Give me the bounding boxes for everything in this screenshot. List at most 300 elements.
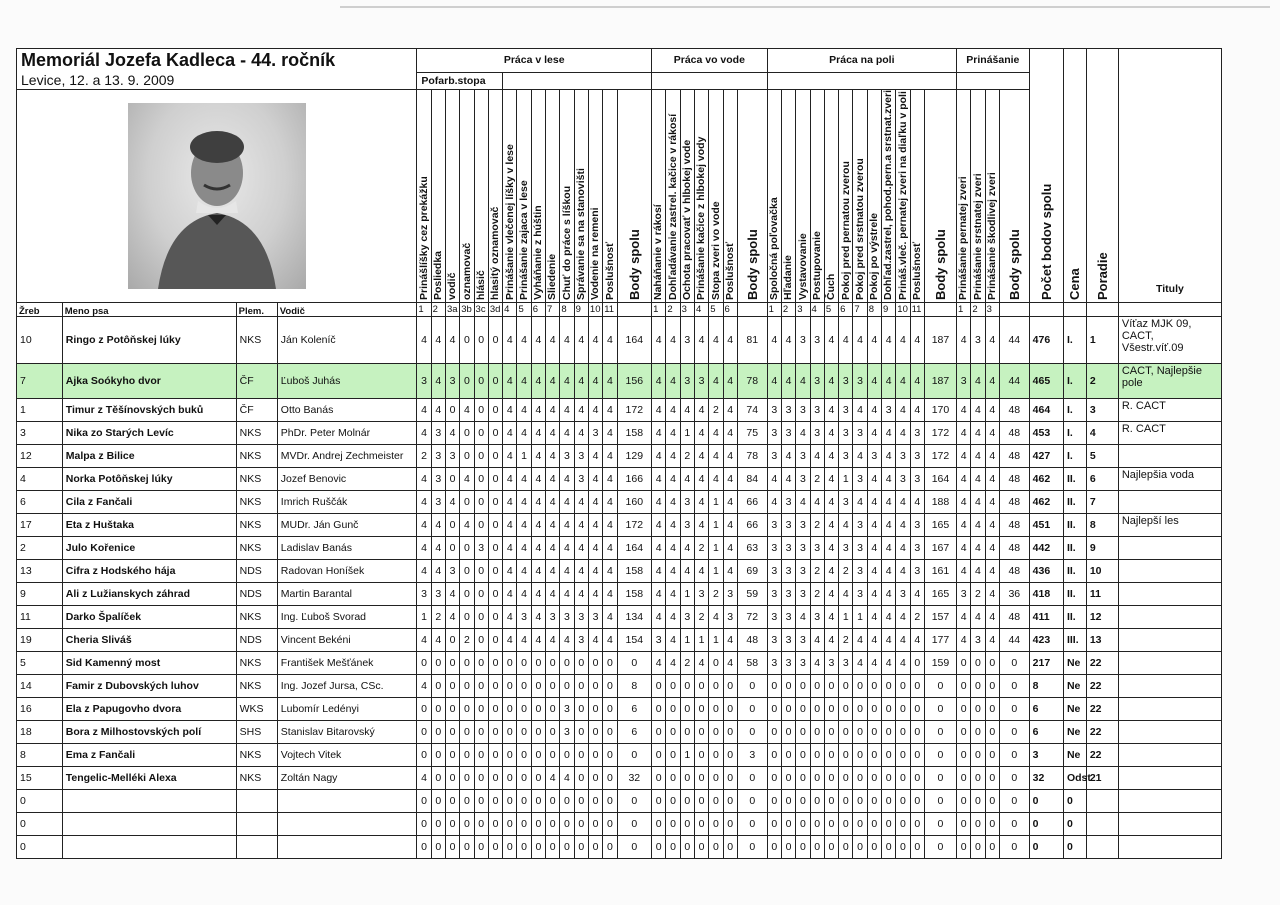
water-score: 4 xyxy=(694,317,708,364)
retr-score: 0 xyxy=(985,675,999,698)
forest-criterion-header xyxy=(445,90,459,303)
field-score: 165 xyxy=(924,514,956,537)
field-score: 4 xyxy=(853,652,867,675)
rank: 9 xyxy=(1086,537,1118,560)
field-score: 4 xyxy=(867,514,881,537)
retr-score: 0 xyxy=(957,813,971,836)
forest-score: 0 xyxy=(546,813,560,836)
table-row[interactable] xyxy=(17,399,1222,422)
forest-score: 0 xyxy=(488,537,502,560)
field-score: 0 xyxy=(896,767,910,790)
field-score: 0 xyxy=(781,721,795,744)
table-row[interactable] xyxy=(17,422,1222,445)
field-score: 4 xyxy=(810,445,824,468)
water-score: 2 xyxy=(709,399,723,422)
forest-code: 4 xyxy=(503,303,517,317)
table-row[interactable] xyxy=(17,491,1222,514)
table-row[interactable] xyxy=(17,652,1222,675)
table-row[interactable] xyxy=(17,317,1222,364)
draw-number: 0 xyxy=(17,813,63,836)
forest-score: 4 xyxy=(503,514,517,537)
forest-score: 4 xyxy=(560,629,574,652)
field-score: 3 xyxy=(839,537,853,560)
field-code: 4 xyxy=(810,303,824,317)
forest-score: 0 xyxy=(474,767,488,790)
table-row[interactable] xyxy=(17,744,1222,767)
field-code: 6 xyxy=(839,303,853,317)
water-score: 2 xyxy=(694,606,708,629)
breed: ČF xyxy=(236,399,277,422)
field-score: 3 xyxy=(781,606,795,629)
field-score: 4 xyxy=(824,537,838,560)
forest-score: 0 xyxy=(560,813,574,836)
forest-score: 4 xyxy=(531,399,545,422)
forest-score: 4 xyxy=(460,514,474,537)
water-score: 0 xyxy=(723,744,737,767)
water-score: 4 xyxy=(694,514,708,537)
dog-name: Nika zo Starých Levíc xyxy=(62,422,236,445)
retr-score: 0 xyxy=(971,675,985,698)
field-score: 4 xyxy=(767,491,781,514)
forest-score: 0 xyxy=(574,675,588,698)
table-row[interactable] xyxy=(17,445,1222,468)
retr-score: 4 xyxy=(957,606,971,629)
forest-score: 8 xyxy=(617,675,652,698)
forest-score: 0 xyxy=(488,675,502,698)
forest-score: 4 xyxy=(560,537,574,560)
handler: Ing. Jozef Jursa, CSc. xyxy=(277,675,417,698)
table-row[interactable] xyxy=(17,560,1222,583)
water-score: 4 xyxy=(680,537,694,560)
dog-name: Ajka Soókyho dvor xyxy=(62,364,236,399)
draw-number: 10 xyxy=(17,317,63,364)
field-score: 4 xyxy=(796,491,810,514)
forest-score: 0 xyxy=(517,652,531,675)
forest-score: 4 xyxy=(531,445,545,468)
forest-score: 0 xyxy=(445,629,459,652)
water-score: 0 xyxy=(737,721,767,744)
field-score: 4 xyxy=(824,583,838,606)
forest-code: 11 xyxy=(603,303,617,317)
field-code: 1 xyxy=(767,303,781,317)
field-score: 3 xyxy=(796,468,810,491)
forest-score: 4 xyxy=(603,629,617,652)
field-score: 4 xyxy=(910,491,924,514)
draw-number: 12 xyxy=(17,445,63,468)
field-criterion-header xyxy=(910,90,924,303)
field-score: 4 xyxy=(853,317,867,364)
forest-score: 3 xyxy=(431,468,445,491)
breed xyxy=(236,813,277,836)
retr-score: 4 xyxy=(957,399,971,422)
field-score: 1 xyxy=(839,468,853,491)
forest-score: 0 xyxy=(460,364,474,399)
retr-score: 0 xyxy=(999,698,1029,721)
retr-score: 0 xyxy=(957,675,971,698)
table-row[interactable] xyxy=(17,537,1222,560)
table-row[interactable] xyxy=(17,767,1222,790)
field-score: 0 xyxy=(824,836,838,859)
water-score: 75 xyxy=(737,422,767,445)
forest-score: 4 xyxy=(560,468,574,491)
field-score: 4 xyxy=(867,364,881,399)
titles: Najlepší les xyxy=(1118,514,1221,537)
total-points: 462 xyxy=(1029,468,1063,491)
forest-score: 4 xyxy=(517,629,531,652)
retrieving-criterion-label: Body spolu xyxy=(1006,229,1022,300)
forest-score: 1 xyxy=(517,445,531,468)
section-water-heading: Práca vo vode xyxy=(652,49,768,73)
table-row[interactable] xyxy=(17,364,1222,399)
field-sub-blank xyxy=(767,72,956,89)
table-row[interactable] xyxy=(17,836,1222,859)
titles xyxy=(1118,698,1221,721)
forest-score: 4 xyxy=(445,606,459,629)
water-criterion-label: Poslušnosť xyxy=(723,241,736,300)
water-score: 3 xyxy=(680,317,694,364)
forest-score: 158 xyxy=(617,422,652,445)
total-points: 3 xyxy=(1029,744,1063,767)
titles xyxy=(1118,813,1221,836)
rank: 5 xyxy=(1086,445,1118,468)
field-score: 4 xyxy=(781,445,795,468)
forest-score: 0 xyxy=(488,721,502,744)
forest-score: 3 xyxy=(417,583,431,606)
forest-criterion-header xyxy=(460,90,474,303)
forest-score: 0 xyxy=(431,698,445,721)
forest-score: 4 xyxy=(603,364,617,399)
retr-score: 0 xyxy=(971,698,985,721)
dog-name: Julo Kořenice xyxy=(62,537,236,560)
forest-score: 0 xyxy=(560,744,574,767)
draw-number: 6 xyxy=(17,491,63,514)
header-row-codes xyxy=(17,303,1222,317)
water-score: 0 xyxy=(680,813,694,836)
field-score: 4 xyxy=(896,491,910,514)
forest-score: 4 xyxy=(460,468,474,491)
forest-score: 0 xyxy=(560,790,574,813)
field-score: 4 xyxy=(910,317,924,364)
retr-score: 0 xyxy=(971,721,985,744)
forest-score: 0 xyxy=(488,399,502,422)
breed: SHS xyxy=(236,721,277,744)
water-score: 1 xyxy=(680,629,694,652)
forest-score: 0 xyxy=(488,364,502,399)
field-score: 0 xyxy=(853,744,867,767)
retr-score: 48 xyxy=(999,468,1029,491)
dog-name: Ringo z Potôňskej lúky xyxy=(62,317,236,364)
draw-number: 5 xyxy=(17,652,63,675)
forest-score: 0 xyxy=(417,790,431,813)
retr-score: 4 xyxy=(985,399,999,422)
handler: Stanislav Bitarovský xyxy=(277,721,417,744)
forest-criterion-label: hlásič xyxy=(474,270,487,300)
forest-score: 0 xyxy=(474,583,488,606)
forest-sub-blank xyxy=(503,72,652,89)
forest-score: 0 xyxy=(517,744,531,767)
water-score: 1 xyxy=(694,629,708,652)
forest-score: 4 xyxy=(574,399,588,422)
titles xyxy=(1118,606,1221,629)
water-criterion-label: Ochota pracovať v hlbokej vode xyxy=(681,139,694,300)
handler: František Mešťánek xyxy=(277,652,417,675)
field-score: 3 xyxy=(767,560,781,583)
field-criterion-header xyxy=(767,90,781,303)
forest-score: 0 xyxy=(574,698,588,721)
retr-score: 4 xyxy=(971,514,985,537)
retr-score: 4 xyxy=(971,560,985,583)
field-score: 4 xyxy=(867,491,881,514)
forest-score: 4 xyxy=(503,629,517,652)
prize: II. xyxy=(1063,491,1086,514)
table-row[interactable] xyxy=(17,698,1222,721)
water-score: 4 xyxy=(652,537,666,560)
dog-name: Darko Špalíček xyxy=(62,606,236,629)
forest-score: 3 xyxy=(588,422,602,445)
field-score: 0 xyxy=(910,836,924,859)
forest-score: 4 xyxy=(431,399,445,422)
forest-score: 4 xyxy=(417,629,431,652)
forest-score: 0 xyxy=(474,445,488,468)
forest-criterion-header xyxy=(431,90,445,303)
forest-score: 4 xyxy=(546,445,560,468)
handler: Ján Koleníč xyxy=(277,317,417,364)
forest-score: 0 xyxy=(460,836,474,859)
table-row[interactable] xyxy=(17,514,1222,537)
breed: ČF xyxy=(236,364,277,399)
retrieving-sub-blank xyxy=(957,72,1030,89)
forest-score: 4 xyxy=(588,399,602,422)
retrieving-code: 3 xyxy=(985,303,999,317)
forest-score: 0 xyxy=(603,813,617,836)
field-score: 2 xyxy=(839,560,853,583)
table-row[interactable] xyxy=(17,468,1222,491)
handler xyxy=(277,813,417,836)
forest-score: 4 xyxy=(417,491,431,514)
water-score: 66 xyxy=(737,514,767,537)
forest-code xyxy=(617,303,652,317)
titles: R. CACT xyxy=(1118,422,1221,445)
water-score: 0 xyxy=(652,698,666,721)
field-score: 0 xyxy=(910,721,924,744)
field-score: 4 xyxy=(896,537,910,560)
handler: Ing. Ľuboš Svorad xyxy=(277,606,417,629)
water-score: 0 xyxy=(694,721,708,744)
water-score: 4 xyxy=(652,491,666,514)
field-score: 0 xyxy=(839,698,853,721)
water-score: 3 xyxy=(652,629,666,652)
forest-code: 10 xyxy=(588,303,602,317)
prize: II. xyxy=(1063,514,1086,537)
field-score: 4 xyxy=(882,560,896,583)
field-criterion-header xyxy=(810,90,824,303)
handler: Vojtech Vitek xyxy=(277,744,417,767)
forest-score: 0 xyxy=(431,675,445,698)
table-row[interactable] xyxy=(17,721,1222,744)
forest-score: 4 xyxy=(503,445,517,468)
field-score: 157 xyxy=(924,606,956,629)
field-score: 3 xyxy=(767,514,781,537)
retr-score: 0 xyxy=(985,652,999,675)
forest-score: 4 xyxy=(588,468,602,491)
draw-header: Žreb xyxy=(17,303,63,317)
forest-score: 0 xyxy=(460,790,474,813)
forest-score: 0 xyxy=(460,698,474,721)
field-score: 4 xyxy=(867,399,881,422)
table-row[interactable] xyxy=(17,813,1222,836)
water-score: 4 xyxy=(709,317,723,364)
forest-score: 0 xyxy=(546,836,560,859)
field-score: 0 xyxy=(796,790,810,813)
forest-score: 0 xyxy=(474,698,488,721)
field-score: 3 xyxy=(796,560,810,583)
field-score: 0 xyxy=(796,836,810,859)
water-criterion-header xyxy=(694,90,708,303)
water-score: 4 xyxy=(694,560,708,583)
table-row[interactable] xyxy=(17,583,1222,606)
prize: II. xyxy=(1063,537,1086,560)
dog-name-header: Meno psa xyxy=(62,303,236,317)
field-score: 0 xyxy=(867,813,881,836)
retr-score: 0 xyxy=(985,767,999,790)
water-code: 3 xyxy=(680,303,694,317)
titles xyxy=(1118,744,1221,767)
draw-number: 18 xyxy=(17,721,63,744)
forest-score: 4 xyxy=(603,560,617,583)
forest-score: 134 xyxy=(617,606,652,629)
field-score: 4 xyxy=(882,422,896,445)
forest-score: 3 xyxy=(560,445,574,468)
water-score: 1 xyxy=(709,491,723,514)
retr-score: 0 xyxy=(957,744,971,767)
field-score: 0 xyxy=(767,790,781,813)
field-score: 4 xyxy=(810,652,824,675)
rank: 21 xyxy=(1086,767,1118,790)
water-code: 4 xyxy=(694,303,708,317)
field-score: 4 xyxy=(824,491,838,514)
forest-score: 0 xyxy=(574,767,588,790)
table-row[interactable] xyxy=(17,790,1222,813)
forest-score: 4 xyxy=(517,317,531,364)
field-score: 177 xyxy=(924,629,956,652)
handler: Ľuboš Juhás xyxy=(277,364,417,399)
field-score: 3 xyxy=(781,652,795,675)
field-score: 3 xyxy=(796,583,810,606)
water-score: 3 xyxy=(680,491,694,514)
titles xyxy=(1118,491,1221,514)
pofarb-stopa-heading: Pofarb.stopa xyxy=(417,72,503,89)
field-score: 0 xyxy=(910,744,924,767)
water-score: 3 xyxy=(723,583,737,606)
breed: NKS xyxy=(236,445,277,468)
retr-score: 0 xyxy=(999,675,1029,698)
water-score: 4 xyxy=(723,491,737,514)
water-score: 0 xyxy=(709,836,723,859)
table-row[interactable] xyxy=(17,606,1222,629)
water-score: 0 xyxy=(737,836,767,859)
field-score: 0 xyxy=(910,652,924,675)
field-score: 3 xyxy=(767,422,781,445)
forest-score: 3 xyxy=(560,606,574,629)
water-score: 4 xyxy=(652,399,666,422)
field-score: 4 xyxy=(824,364,838,399)
rank: 3 xyxy=(1086,399,1118,422)
field-score: 2 xyxy=(810,583,824,606)
retrieving-criterion-header xyxy=(999,90,1029,303)
retr-score: 4 xyxy=(985,468,999,491)
water-score: 1 xyxy=(680,422,694,445)
retrieving-criterion-header xyxy=(971,90,985,303)
forest-score: 0 xyxy=(474,790,488,813)
forest-score: 0 xyxy=(460,606,474,629)
water-score: 3 xyxy=(694,583,708,606)
forest-code: 3a xyxy=(445,303,459,317)
field-score: 3 xyxy=(910,422,924,445)
field-criterion-label: Hľadanie xyxy=(782,255,795,300)
forest-score: 0 xyxy=(445,744,459,767)
field-score: 3 xyxy=(853,422,867,445)
forest-score: 3 xyxy=(574,445,588,468)
retr-score: 0 xyxy=(957,767,971,790)
field-score: 4 xyxy=(896,514,910,537)
water-score: 0 xyxy=(709,675,723,698)
forest-score: 0 xyxy=(474,491,488,514)
forest-score: 0 xyxy=(517,790,531,813)
field-score: 4 xyxy=(910,399,924,422)
retr-score: 4 xyxy=(957,560,971,583)
forest-score: 2 xyxy=(460,629,474,652)
field-score: 0 xyxy=(810,698,824,721)
forest-criterion-header xyxy=(603,90,617,303)
titles xyxy=(1118,721,1221,744)
water-score: 4 xyxy=(652,445,666,468)
field-score: 0 xyxy=(796,767,810,790)
rank: 22 xyxy=(1086,698,1118,721)
forest-score: 0 xyxy=(460,583,474,606)
forest-score: 0 xyxy=(431,721,445,744)
total-points: 6 xyxy=(1029,721,1063,744)
retr-score: 2 xyxy=(971,583,985,606)
forest-score: 4 xyxy=(546,491,560,514)
forest-score: 0 xyxy=(460,422,474,445)
field-score: 4 xyxy=(896,629,910,652)
table-row[interactable] xyxy=(17,675,1222,698)
table-row[interactable] xyxy=(17,629,1222,652)
field-score: 4 xyxy=(882,583,896,606)
forest-code: 6 xyxy=(531,303,545,317)
water-score: 4 xyxy=(694,399,708,422)
breed: NKS xyxy=(236,767,277,790)
field-score: 4 xyxy=(781,468,795,491)
titles: CACT, Najlepšie pole xyxy=(1118,364,1221,399)
retr-score: 4 xyxy=(985,560,999,583)
forest-score: 4 xyxy=(588,514,602,537)
rank: 13 xyxy=(1086,629,1118,652)
field-score: 0 xyxy=(853,767,867,790)
rank xyxy=(1086,836,1118,859)
breed: NKS xyxy=(236,537,277,560)
forest-score: 0 xyxy=(546,790,560,813)
field-criterion-header xyxy=(867,90,881,303)
water-score: 0 xyxy=(680,767,694,790)
titles xyxy=(1118,790,1221,813)
field-score: 4 xyxy=(882,317,896,364)
forest-score: 0 xyxy=(488,698,502,721)
water-score: 4 xyxy=(709,364,723,399)
forest-code: 3d xyxy=(488,303,502,317)
field-score: 0 xyxy=(781,675,795,698)
water-score: 0 xyxy=(709,813,723,836)
